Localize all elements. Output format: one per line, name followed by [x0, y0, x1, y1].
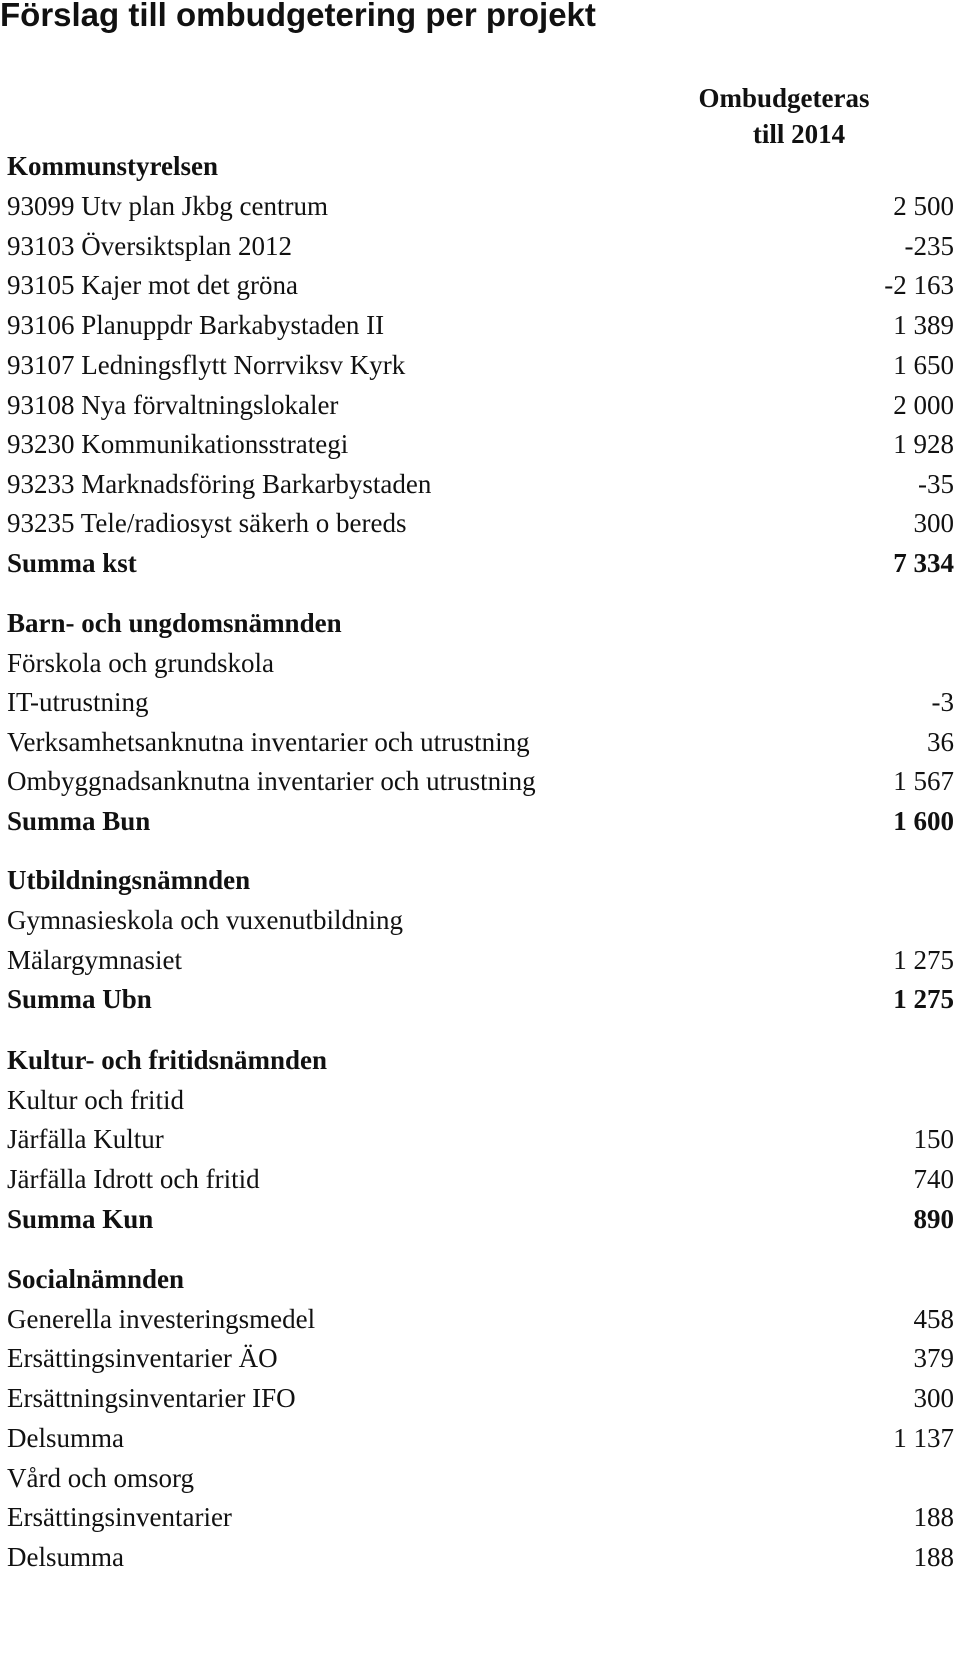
row-value: 1 275 — [893, 945, 954, 975]
table-row — [7, 1119, 954, 1159]
row-value: 300 — [913, 1383, 954, 1413]
total-row — [7, 543, 954, 583]
row-value: 1 600 — [893, 806, 954, 836]
row-label: 93099 Utv plan Jkbg centrum — [7, 191, 328, 221]
row-value: 2 500 — [893, 191, 954, 221]
table-row — [7, 761, 954, 801]
table-row — [7, 1537, 954, 1577]
section-heading — [7, 860, 954, 900]
total-row — [7, 801, 954, 841]
row-label: 93105 Kajer mot det gröna — [7, 270, 298, 300]
row-value: -2 163 — [884, 270, 954, 300]
row-label: Järfälla Kultur — [7, 1124, 164, 1154]
row-value: 1 650 — [893, 350, 954, 380]
table-row — [7, 1159, 954, 1199]
row-value: 300 — [913, 508, 954, 538]
table-row — [7, 1378, 954, 1418]
table-row — [7, 1080, 954, 1120]
row-value: 890 — [913, 1204, 954, 1234]
page-title: Förslag till ombudgetering per projekt — [0, 0, 596, 33]
table-row — [7, 900, 954, 940]
section-heading — [7, 1040, 954, 1080]
row-value: 7 334 — [893, 548, 954, 578]
row-label: Järfälla Idrott och fritid — [7, 1164, 260, 1194]
table-row — [7, 1458, 954, 1498]
row-label: Kommunstyrelsen — [7, 151, 219, 181]
table-row — [7, 1418, 954, 1458]
section-heading — [7, 146, 954, 186]
row-label: Summa kst — [7, 548, 137, 578]
row-value: 740 — [913, 1164, 954, 1194]
row-value: -235 — [904, 231, 954, 261]
total-row — [7, 979, 954, 1019]
row-label: Utbildningsnämnden — [7, 865, 251, 895]
row-label: Förskola och grundskola — [7, 648, 274, 678]
row-label: Gymnasieskola och vuxenutbildning — [7, 905, 403, 935]
row-label: Summa Bun — [7, 806, 151, 836]
row-value: 2 000 — [893, 390, 954, 420]
table-row — [7, 186, 954, 226]
table-row — [7, 1497, 954, 1537]
row-value: -3 — [931, 687, 954, 717]
row-value: 188 — [913, 1542, 954, 1572]
table-row — [7, 722, 954, 762]
row-value: 1 137 — [893, 1423, 954, 1453]
row-label: 93108 Nya förvaltningslokaler — [7, 390, 339, 420]
total-row — [7, 1199, 954, 1239]
table-row — [7, 1338, 954, 1378]
row-value: 1 567 — [893, 766, 954, 796]
table-row — [7, 424, 954, 464]
row-label: 93103 Översiktsplan 2012 — [7, 231, 292, 261]
table-row — [7, 643, 954, 683]
table-row — [7, 305, 954, 345]
row-label: Kultur- och fritidsnämnden — [7, 1045, 328, 1075]
row-value: 1 275 — [893, 984, 954, 1014]
table-row — [7, 682, 954, 722]
row-label: 93107 Ledningsflytt Norrviksv Kyrk — [7, 350, 406, 380]
row-value: 1 928 — [893, 429, 954, 459]
table-row — [7, 940, 954, 980]
table-row — [7, 1299, 954, 1339]
row-value: 188 — [913, 1502, 954, 1532]
column-header — [674, 80, 894, 152]
row-label: Ersättingsinventarier ÄO — [7, 1343, 278, 1373]
section-heading — [7, 603, 954, 643]
table-row — [7, 385, 954, 425]
table-row — [7, 226, 954, 266]
row-label: 93106 Planuppdr Barkabystaden II — [7, 310, 385, 340]
table-row — [7, 345, 954, 385]
row-label: Ombyggnadsanknutna inventarier och utrustning — [7, 766, 536, 796]
row-label: Summa Ubn — [7, 984, 152, 1014]
row-label: Summa Kun — [7, 1204, 154, 1234]
row-label: Mälargymnasiet — [7, 945, 182, 975]
row-value: 150 — [913, 1124, 954, 1154]
table-row — [7, 503, 954, 543]
row-label: Socialnämnden — [7, 1264, 185, 1294]
table-row — [7, 265, 954, 305]
section-heading — [7, 1259, 954, 1299]
row-value: 379 — [913, 1343, 954, 1373]
column-header-line2: till 2014 — [752, 119, 846, 149]
row-label: 93235 Tele/radiosyst säkerh o bereds — [7, 508, 407, 538]
row-label: Delsumma — [7, 1423, 124, 1453]
row-label: 93230 Kommunikationsstrategi — [7, 429, 349, 459]
row-value: 458 — [913, 1304, 954, 1334]
row-label: 93233 Marknadsföring Barkarbystaden — [7, 469, 432, 499]
row-label: IT-utrustning — [7, 687, 149, 717]
row-label: Delsumma — [7, 1542, 124, 1572]
row-label: Ersättningsinventarier IFO — [7, 1383, 296, 1413]
row-label: Barn- och ungdomsnämnden — [7, 608, 342, 638]
row-label: Generella investeringsmedel — [7, 1304, 316, 1334]
row-label: Ersättingsinventarier — [7, 1502, 232, 1532]
row-label: Verksamhetsanknutna inventarier och utrustning — [7, 727, 530, 757]
row-value: 1 389 — [893, 310, 954, 340]
row-label: Vård och omsorg — [7, 1463, 194, 1493]
row-value: 36 — [927, 727, 954, 757]
column-header-line1: Ombudgeteras — [698, 83, 870, 113]
row-label: Kultur och fritid — [7, 1085, 184, 1115]
table-row — [7, 464, 954, 504]
row-value: -35 — [918, 469, 954, 499]
